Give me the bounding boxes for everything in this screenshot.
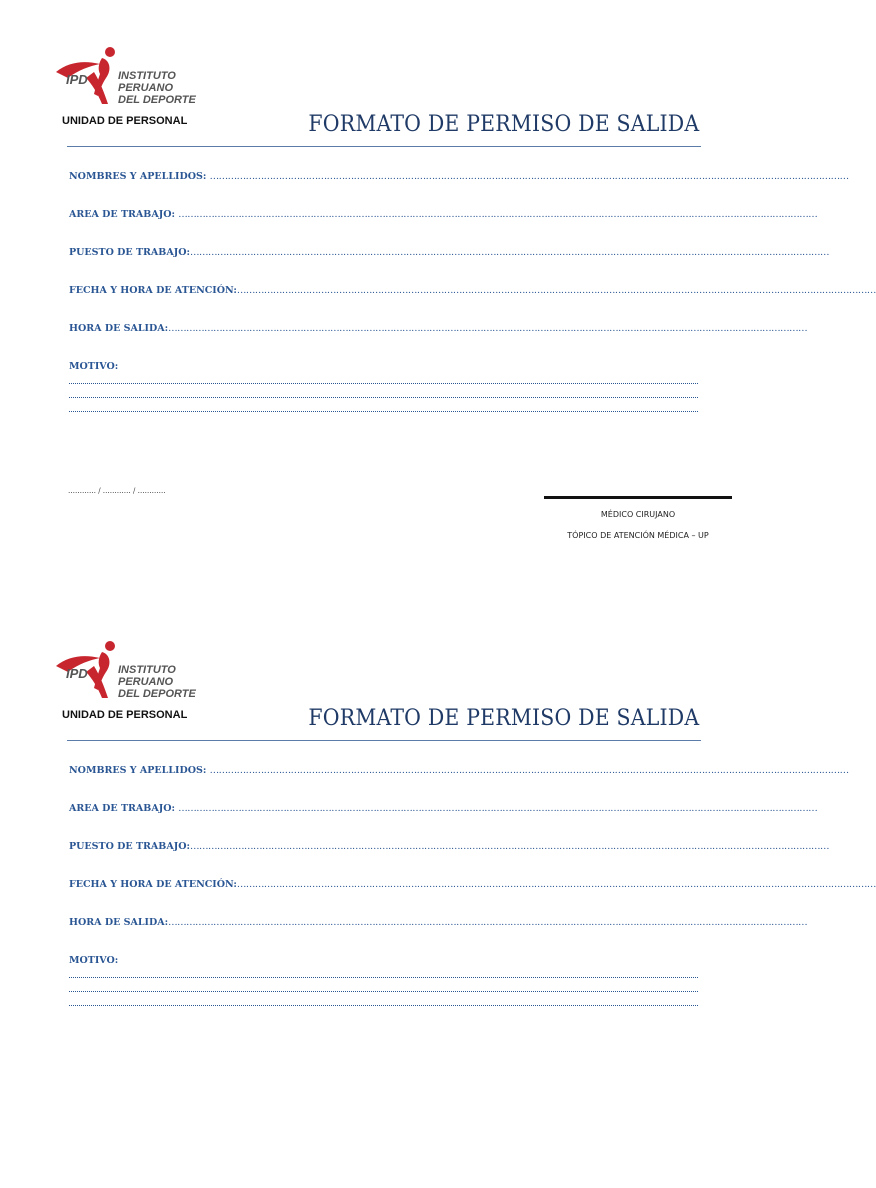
signature-line — [544, 496, 732, 499]
ipd-logo — [54, 638, 194, 704]
ipd-runner-logo-icon — [54, 638, 124, 704]
field-nombres[interactable]: NOMBRES Y APELLIDOS: …………………………………………………………………………………………………………………………………………………………………………………………… — [69, 171, 849, 182]
motivo-line-1[interactable] — [69, 383, 698, 384]
field-area[interactable]: AREA DE TRABAJO: …………………………………………………………………………………………………………………………………………………………………………………………… — [69, 803, 818, 814]
title-rule — [67, 740, 701, 741]
field-area[interactable]: AREA DE TRABAJO: …………………………………………………………………………………………………………………………………………………………………………………………… — [69, 209, 818, 220]
unit-label: UNIDAD DE PERSONAL — [62, 115, 188, 127]
field-motivo-label: MOTIVO: — [69, 955, 119, 966]
date-blank[interactable]: ………… / ………… / ………… — [68, 487, 166, 495]
signature-title: MÉDICO CIRUJANO — [600, 510, 676, 519]
unit-label: UNIDAD DE PERSONAL — [62, 709, 188, 721]
logo-line-1: INSTITUTO — [118, 70, 176, 82]
svg-text:IPD: IPD — [66, 72, 88, 87]
title-rule — [67, 146, 701, 147]
logo-line-3: DEL DEPORTE — [118, 94, 196, 106]
field-hora-salida[interactable]: HORA DE SALIDA:…………………………………………………………………………………………………………………………………………………………………………………………… — [69, 323, 808, 334]
field-nombres[interactable]: NOMBRES Y APELLIDOS: …………………………………………………………………………………………………………………………………………………………………………………………… — [69, 765, 849, 776]
motivo-line-1[interactable] — [69, 977, 698, 978]
ipd-runner-logo-icon — [54, 44, 124, 110]
logo-line-2: PERUANO — [118, 676, 174, 688]
field-puesto[interactable]: PUESTO DE TRABAJO:…………………………………………………………………………………………………………………………………………………………………………………………… — [69, 247, 829, 258]
field-hora-salida[interactable]: HORA DE SALIDA:…………………………………………………………………………………………………………………………………………………………………………………………… — [69, 917, 808, 928]
ipd-logo — [54, 44, 194, 110]
form-title: FORMATO DE PERMISO DE SALIDA — [308, 112, 699, 137]
field-motivo-label: MOTIVO: — [69, 361, 119, 372]
field-puesto[interactable]: PUESTO DE TRABAJO:…………………………………………………………………………………………………………………………………………………………………………………………… — [69, 841, 829, 852]
motivo-line-2[interactable] — [69, 991, 698, 992]
motivo-line-2[interactable] — [69, 397, 698, 398]
form-title: FORMATO DE PERMISO DE SALIDA — [308, 706, 699, 731]
logo-line-1: INSTITUTO — [118, 664, 176, 676]
field-fecha-hora[interactable]: FECHA Y HORA DE ATENCIÓN:…………………………………………………………………………………………………………………………………………………………………………………………… — [69, 879, 876, 890]
logo-line-3: DEL DEPORTE — [118, 688, 196, 700]
logo-line-2: PERUANO — [118, 82, 174, 94]
motivo-line-3[interactable] — [69, 1005, 698, 1006]
signature-department: TÓPICO DE ATENCIÓN MÉDICA – UP — [567, 531, 709, 540]
svg-text:IPD: IPD — [66, 666, 88, 681]
field-fecha-hora[interactable]: FECHA Y HORA DE ATENCIÓN:…………………………………………………………………………………………………………………………………………………………………………………………… — [69, 285, 876, 296]
motivo-line-3[interactable] — [69, 411, 698, 412]
permit-form-2 — [0, 594, 876, 1188]
